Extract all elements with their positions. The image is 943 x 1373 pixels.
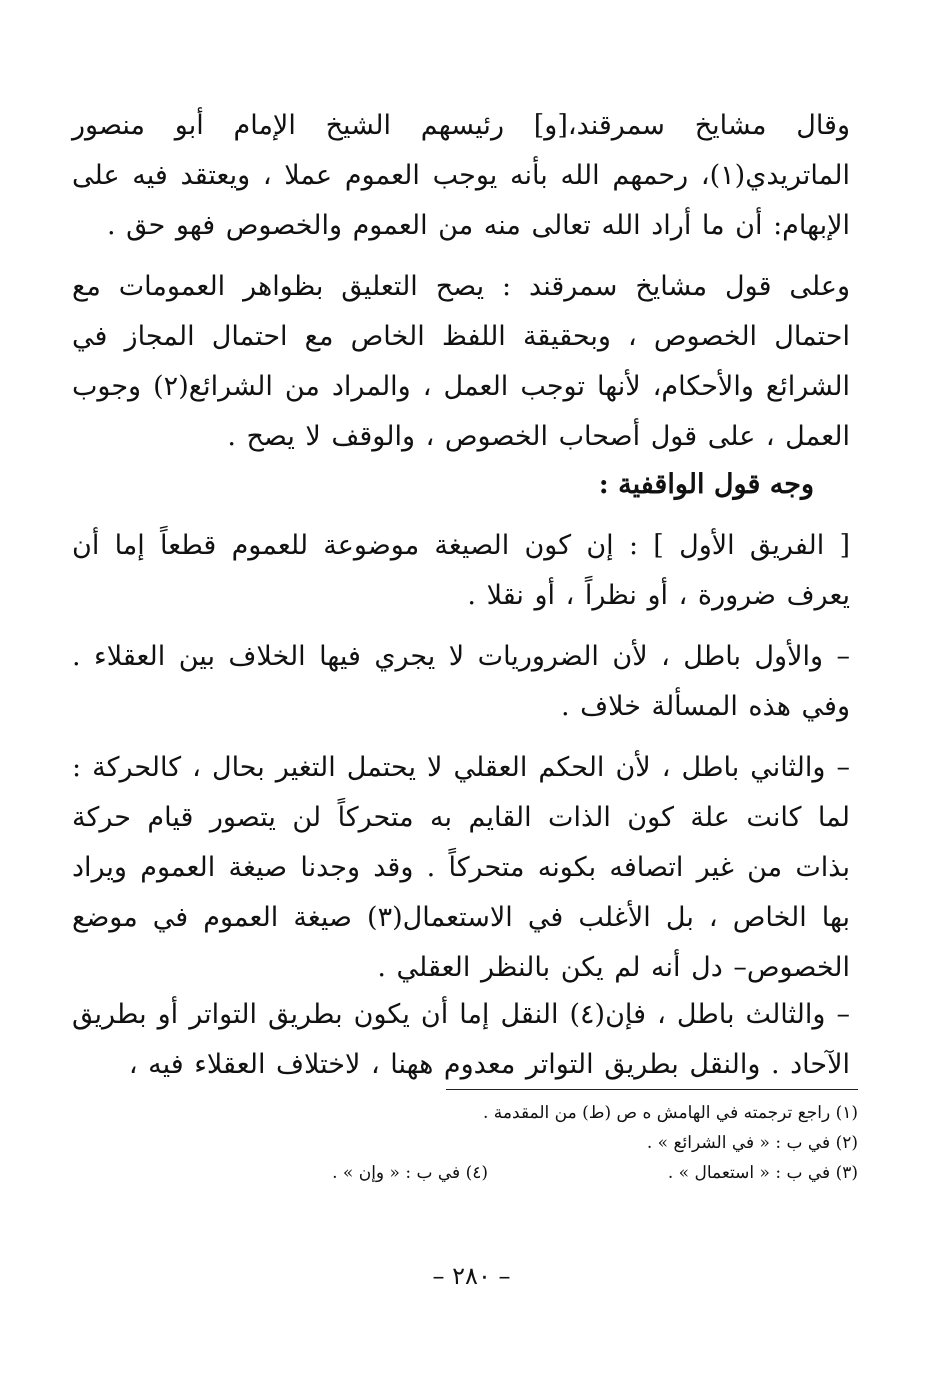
paragraph-first-invalid: – والأول باطل ، لأن الضروريات لا يجري فيها الخلاف بين العقلاء . وفي هذه المسألة خلاف . xyxy=(72,641,850,722)
paragraph-third-invalid: – والثالث باطل ، فإن(٤) النقل إما أن يكون بطريق التواتر أو بطريق الآحاد . والنقل بطريق التواتر معدوم ههنا ، لاختلاف العقلاء فيه ، xyxy=(72,999,850,1080)
paragraph-maturidi-opinion: وقال مشايخ سمرقند،[و] رئيسهم الشيخ الإمام أبو منصور الماتريدي(١)، رحمهم الله بأنه يوجب العموم عملا ، ويعتقد فيه على الإبهام: أن ما أراد الله تعالى منه من العموم والخصوص فهو حق . xyxy=(72,110,850,241)
paragraph-second-invalid: – والثاني باطل ، لأن الحكم العقلي لا يحتمل التغير بحال ، كالحركة : لما كانت علة كون الذات القايم به متحركاً لن يتصور قيام حركة بذات من غير اتصافه بكونه متحركاً . وقد وجدنا صيغة العموم ويراد بها الخاص ، بل الأغلب في الاستعمال(٣) صيغة العموم في موضع الخصوص– دل أنه لم يكن بالنظر العقلي . xyxy=(72,752,850,983)
page-number: – ٢٨٠ – xyxy=(432,1262,511,1290)
paragraph-samarqand-opinion: وعلى قول مشايخ سمرقند : يصح التعليق بظواهر العمومات مع احتمال الخصوص ، وبحقيقة اللفظ الخاص مع احتمال المجاز في الشرائع والأحكام، لأنها توجب العمل ، والمراد من الشرائع(٢) وجوب العمل ، على قول أصحاب الخصوص ، والوقف لا يصح . xyxy=(72,271,850,452)
paragraph-first-group: [ الفريق الأول ] : إن كون الصيغة موضوعة للعموم قطعاً إما أن يعرف ضرورة ، أو نظراً ، أو نقلا . xyxy=(72,530,850,611)
footnote-1: (١) راجع ترجمته في الهامش ه ص (ط) من المقدمة . xyxy=(483,1103,858,1123)
footnote-2: (٢) في ب : « في الشرائع » . xyxy=(646,1133,858,1153)
footnote-3: (٣) في ب : « استعمال » . xyxy=(667,1163,858,1183)
footnote-separator xyxy=(446,1089,858,1090)
footnote-4: (٤) في ب : « وإن » . xyxy=(332,1163,488,1183)
section-heading-waqifiyya: وجه قول الواقفية : xyxy=(598,469,814,500)
